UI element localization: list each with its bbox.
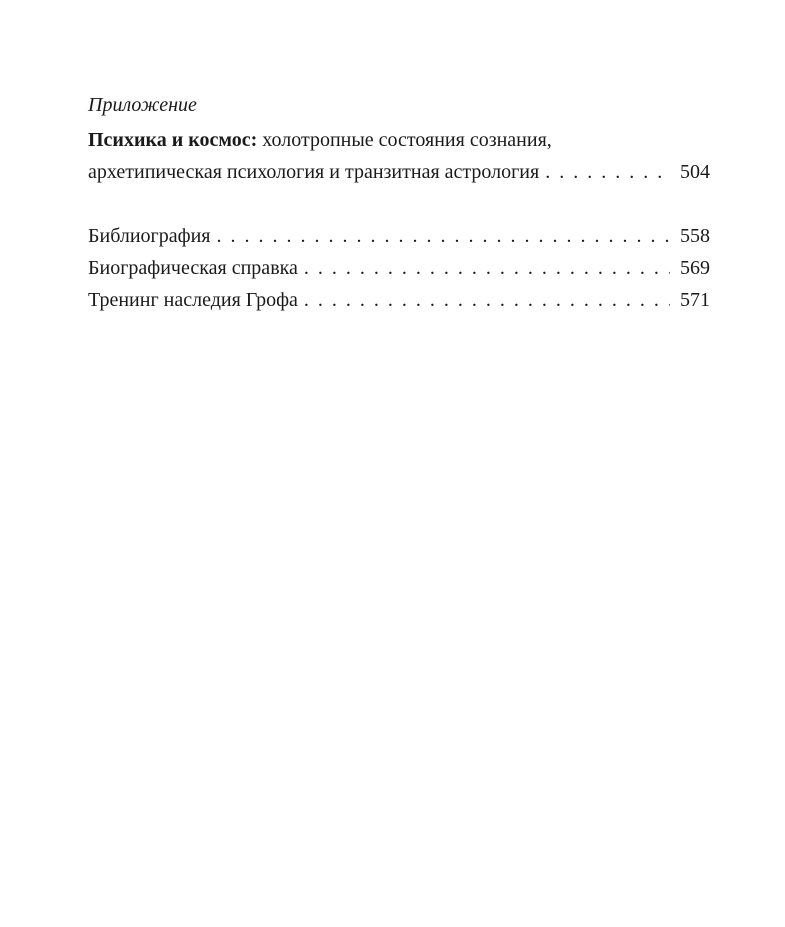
toc-entry-page: 571 bbox=[680, 289, 710, 311]
appendix-page-number: 504 bbox=[680, 161, 710, 183]
leader-dots bbox=[545, 156, 670, 188]
toc-entry-page: 569 bbox=[680, 257, 710, 279]
appendix-title-continued: архетипическая психология и транзитная астрология bbox=[88, 161, 540, 183]
appendix-title-line1 bbox=[88, 124, 710, 156]
toc-list bbox=[88, 220, 710, 316]
appendix-entry bbox=[88, 124, 710, 188]
appendix-title-rest: холотропные состояния сознания, bbox=[257, 129, 552, 151]
toc-entry-page: 558 bbox=[680, 225, 710, 247]
toc-entry-title: Тренинг наследия Грофа bbox=[88, 289, 298, 311]
leader-dots bbox=[217, 220, 671, 252]
toc-entry-bibliography bbox=[88, 220, 710, 252]
toc-entry-title: Библиография bbox=[88, 225, 211, 247]
toc-entry-title: Биографическая справка bbox=[88, 257, 298, 279]
appendix-label: Приложение bbox=[88, 94, 197, 116]
leader-dots bbox=[304, 252, 670, 284]
appendix-title-line2 bbox=[88, 156, 710, 188]
toc-page bbox=[88, 0, 710, 927]
toc-entry-biography bbox=[88, 252, 710, 284]
toc-entry-training bbox=[88, 284, 710, 316]
leader-dots bbox=[304, 284, 670, 316]
appendix-title-bold: Психика и космос: bbox=[88, 129, 258, 151]
